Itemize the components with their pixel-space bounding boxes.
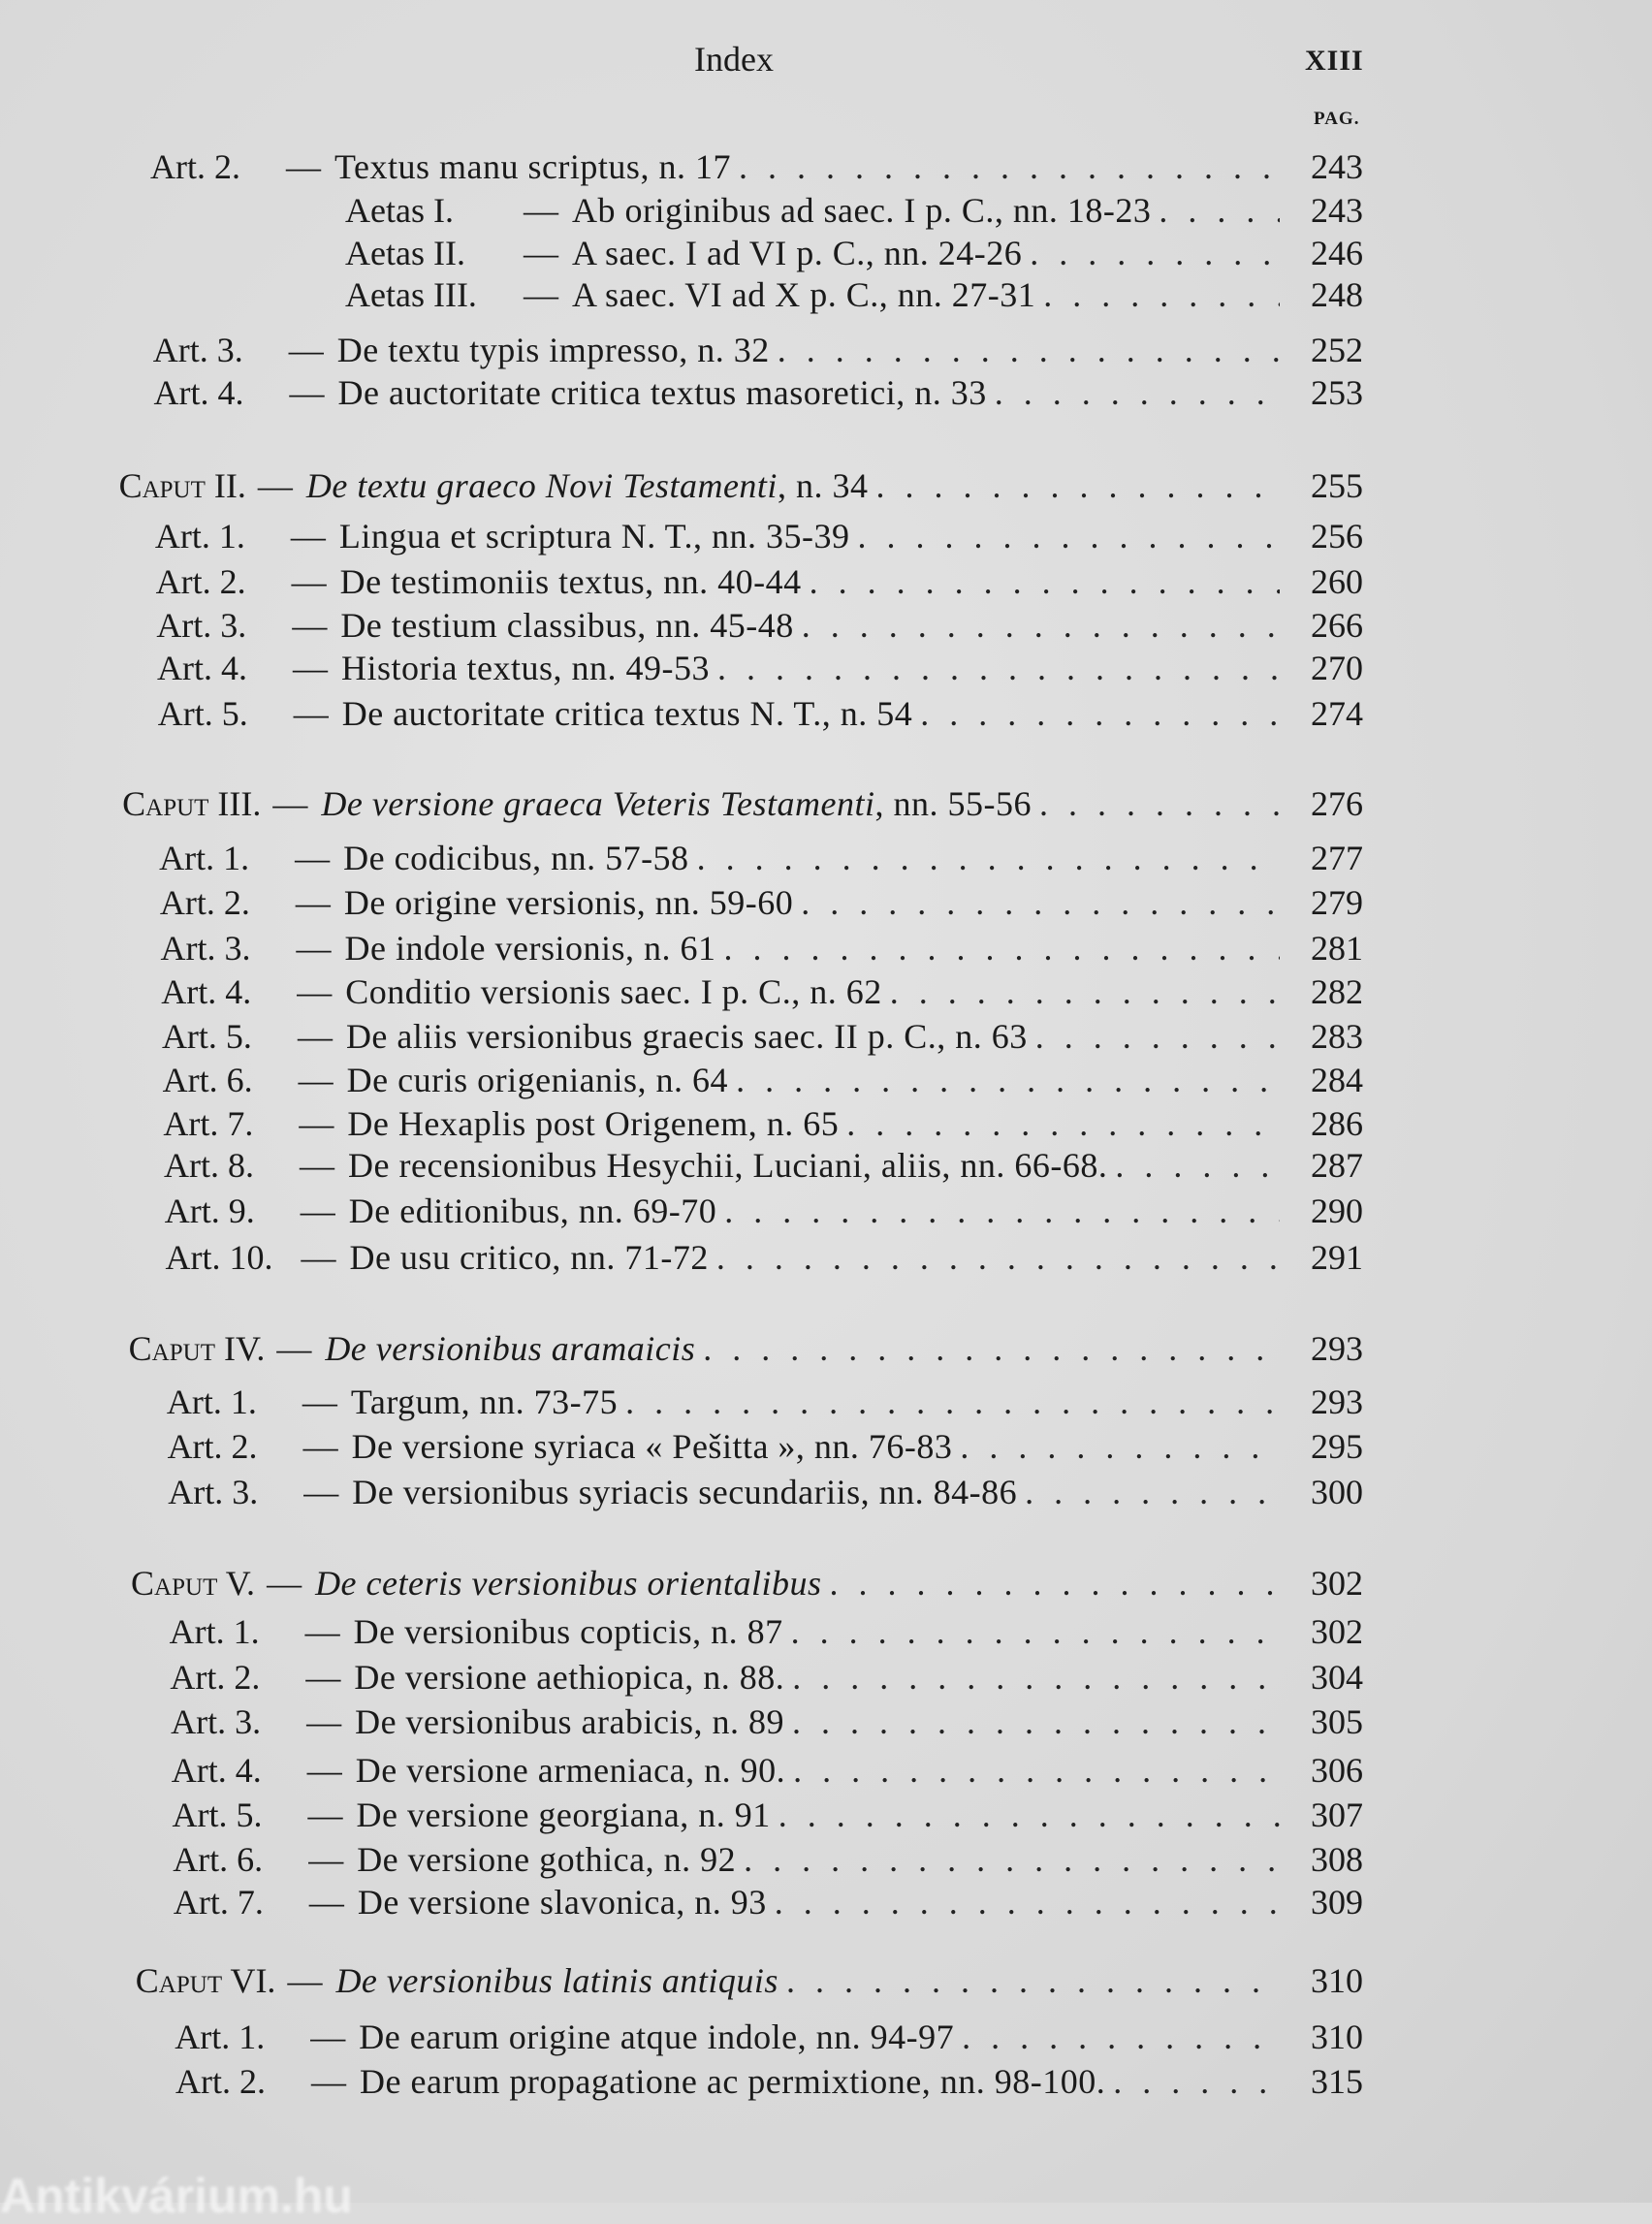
entry-label: Art. 6. — [173, 1840, 264, 1879]
page-number: 248 — [1311, 275, 1363, 314]
page-number: 255 — [1310, 466, 1363, 505]
page-number: 253 — [1310, 373, 1363, 412]
em-dash: — — [308, 1883, 344, 1922]
page-number: 307 — [1310, 1795, 1363, 1834]
article-entry — [161, 928, 1377, 969]
em-dash: — — [307, 1795, 343, 1834]
page-number: 304 — [1310, 1658, 1363, 1697]
entry-label: Art. 3. — [156, 606, 247, 645]
article-entry — [158, 693, 1377, 734]
entry-label: Caput II. — [118, 466, 246, 505]
em-dash: — — [267, 1564, 302, 1603]
dot-leader — [792, 1701, 1280, 1742]
dot-leader — [791, 1611, 1280, 1652]
dot-leader — [792, 1657, 1280, 1698]
page-number: 260 — [1310, 562, 1363, 601]
entry-label: Art. 2. — [155, 562, 246, 601]
entry-label: Caput V. — [131, 1564, 256, 1603]
article-entry — [174, 1882, 1377, 1922]
dot-leader — [724, 1191, 1280, 1231]
dot-leader — [802, 605, 1280, 646]
page-number: 295 — [1310, 1427, 1363, 1466]
watermark: Antikvárium.hu — [0, 2169, 353, 2223]
entry-title: De versione aethiopica, n. 88. — [354, 1658, 785, 1697]
page-number: 243 — [1311, 191, 1363, 230]
chapter-entry — [129, 1328, 1377, 1369]
entry-label: Art. 1. — [169, 1612, 260, 1651]
entry-title: A saec. VI ad X p. C., nn. 27-31 — [572, 275, 1036, 314]
entry-label: Art. 5. — [172, 1795, 263, 1834]
page-folio: XIII — [1305, 45, 1364, 77]
dot-leader — [1043, 274, 1280, 315]
em-dash: — — [311, 2062, 346, 2101]
page-number: 243 — [1311, 147, 1363, 186]
dot-leader — [697, 838, 1280, 878]
article-entry — [175, 2017, 1377, 2057]
page-number: 308 — [1310, 1840, 1363, 1879]
running-title: Index — [694, 40, 774, 79]
page-number: 252 — [1310, 331, 1363, 369]
entry-label: Caput III. — [122, 784, 262, 823]
em-dash: — — [306, 1702, 342, 1741]
entry-title: De testimoniis textus, nn. 40-44 — [339, 562, 802, 601]
entry-label: Caput VI. — [135, 1961, 276, 2000]
em-dash: — — [296, 929, 332, 968]
entry-label: Art. 3. — [171, 1702, 262, 1741]
em-dash: — — [272, 784, 308, 823]
entry-title: De textu typis impresso, n. 32 — [336, 331, 770, 369]
entry-title: De versione gothica, n. 92 — [357, 1840, 737, 1879]
page-number: 302 — [1310, 1564, 1363, 1603]
article-entry — [172, 1750, 1377, 1791]
article-entry — [165, 1191, 1377, 1231]
dot-leader — [995, 372, 1280, 413]
page-number: 282 — [1310, 972, 1363, 1011]
dot-leader — [1113, 2061, 1280, 2102]
article-entry — [173, 1839, 1377, 1880]
em-dash: — — [524, 234, 558, 272]
em-dash: — — [524, 191, 558, 230]
entry-label: Art. 2. — [170, 1658, 261, 1697]
article-entry — [163, 1060, 1377, 1100]
entry-title: Textus manu scriptus, n. 17 — [334, 147, 731, 186]
page-number: 246 — [1311, 234, 1363, 272]
dot-leader — [875, 465, 1280, 506]
entry-title: De versione armeniaca, n. 90. — [355, 1751, 786, 1790]
dot-leader — [857, 516, 1280, 556]
article-entry — [153, 330, 1377, 370]
article-entry — [167, 1382, 1377, 1422]
page-number: 266 — [1310, 606, 1363, 645]
entry-title: De versionibus aramaicis — [325, 1329, 696, 1368]
page-number: 309 — [1310, 1883, 1363, 1922]
entry-label: Art. 2. — [167, 1427, 258, 1466]
article-entry — [150, 146, 1377, 187]
entry-title: Ab originibus ad saec. I p. C., nn. 18-23 — [572, 191, 1152, 230]
entry-title: Historia textus, nn. 49-53 — [341, 649, 710, 687]
page-number: 284 — [1310, 1061, 1363, 1099]
em-dash: — — [297, 1017, 333, 1056]
entry-title: De testium classibus, nn. 45-48 — [340, 606, 794, 645]
entry-label: Art. 8. — [164, 1146, 255, 1185]
entry-label: Art. 4. — [153, 373, 244, 412]
entry-title: De versione georgiana, n. 91 — [356, 1795, 771, 1834]
dot-leader — [1159, 190, 1280, 231]
em-dash: — — [286, 147, 321, 186]
article-entry — [168, 1426, 1377, 1467]
dot-leader — [717, 648, 1280, 688]
entry-title: De versionibus copticis, n. 87 — [353, 1612, 783, 1651]
chapter-entry — [131, 1563, 1377, 1604]
entry-label: Art. 5. — [161, 1017, 252, 1056]
dot-leader — [920, 693, 1280, 734]
page-column-label: PAG. — [1314, 109, 1360, 129]
entry-title: De ceteris versionibus orientalibus — [315, 1564, 822, 1603]
page-number: 305 — [1310, 1702, 1363, 1741]
entry-title: De versionibus syriacis secundariis, nn. 84-86 — [352, 1473, 1018, 1511]
entry-label: Art. 10. — [165, 1238, 273, 1277]
entry-title: De indole versionis, n. 61 — [344, 929, 716, 968]
dot-leader — [625, 1382, 1280, 1422]
article-entry — [161, 971, 1377, 1012]
em-dash: — — [293, 694, 329, 733]
article-entry — [165, 1237, 1377, 1278]
em-dash: — — [290, 517, 326, 556]
article-entry — [168, 1472, 1377, 1512]
entry-label: Aetas III. — [345, 275, 477, 314]
entry-title: Targum, nn. 73-75 — [350, 1382, 619, 1421]
entry-title: De Hexaplis post Origenem, n. 65 — [347, 1104, 840, 1143]
entry-title: De usu critico, nn. 71-72 — [349, 1238, 709, 1277]
article-entry — [170, 1657, 1377, 1698]
page-number: 283 — [1310, 1017, 1363, 1056]
entry-title: Lingua et scriptura N. T., nn. 35-39 — [338, 517, 850, 556]
em-dash: — — [310, 2017, 346, 2056]
entry-title: De auctoritate critica textus masoretici, n. 33 — [337, 373, 987, 412]
entry-title: De versione slavonica, n. 93 — [357, 1883, 767, 1922]
page-number: 281 — [1310, 929, 1363, 968]
entry-label: Art. 1. — [166, 1382, 257, 1421]
em-dash: — — [304, 1612, 340, 1651]
dot-leader — [716, 1237, 1280, 1278]
article-entry — [345, 190, 1377, 231]
entry-label: Art. 2. — [175, 2062, 266, 2101]
article-entry — [156, 605, 1377, 646]
em-dash: — — [302, 1427, 338, 1466]
page-number: 293 — [1310, 1382, 1363, 1421]
entry-label: Art. 4. — [157, 649, 248, 687]
em-dash: — — [300, 1191, 335, 1230]
entry-title: De editionibus, nn. 69-70 — [348, 1191, 717, 1230]
dot-leader — [960, 1426, 1280, 1467]
em-dash: — — [302, 1382, 337, 1421]
entry-title: De textu graeco Novi Testamenti — [305, 466, 778, 505]
em-dash: — — [303, 1473, 339, 1511]
entry-title: De auctoritate critica textus N. T., n. 54 — [341, 694, 913, 733]
entry-label: Art. 3. — [152, 331, 243, 369]
em-dash: — — [287, 1961, 323, 2000]
dot-leader — [801, 882, 1280, 923]
em-dash: — — [300, 1146, 335, 1185]
entry-label: Art. 4. — [171, 1751, 262, 1790]
chapter-entry — [119, 465, 1377, 506]
dot-leader — [723, 928, 1280, 969]
entry-title: De recensionibus Hesychii, Luciani, aliis, nn. 66-68. — [348, 1146, 1108, 1185]
entry-label: Art. 4. — [161, 972, 252, 1011]
article-entry — [170, 1611, 1377, 1652]
em-dash: — — [293, 649, 329, 687]
dot-leader — [793, 1750, 1280, 1791]
page-number: 306 — [1310, 1751, 1363, 1790]
article-entry — [156, 561, 1377, 602]
dot-leader — [890, 971, 1280, 1012]
entry-label: Art. 6. — [162, 1061, 253, 1099]
dot-leader — [1035, 1016, 1280, 1057]
entry-label: Art. 1. — [154, 517, 245, 556]
page-number: 286 — [1310, 1104, 1363, 1143]
page-number: 310 — [1310, 1961, 1363, 2000]
dot-leader — [1115, 1145, 1280, 1186]
page-number: 287 — [1310, 1146, 1363, 1185]
page-number: 256 — [1310, 517, 1363, 556]
page-number: 293 — [1310, 1329, 1363, 1368]
dot-leader — [703, 1328, 1280, 1369]
dot-leader — [778, 330, 1280, 370]
em-dash: — — [276, 1329, 312, 1368]
article-entry — [164, 1145, 1377, 1186]
page-number: 302 — [1310, 1612, 1363, 1651]
entry-label: Art. 3. — [160, 929, 251, 968]
page-number: 274 — [1310, 694, 1363, 733]
article-entry — [175, 2061, 1377, 2102]
page-number: 300 — [1310, 1473, 1363, 1511]
entry-label: Aetas II. — [345, 234, 465, 272]
entry-label: Art. 9. — [164, 1191, 255, 1230]
entry-label: Aetas I. — [345, 191, 454, 230]
article-entry — [160, 882, 1377, 923]
entry-label: Art. 5. — [157, 694, 248, 733]
entry-label: Art. 7. — [173, 1883, 264, 1922]
dot-leader — [775, 1882, 1280, 1922]
dot-leader — [830, 1563, 1280, 1604]
entry-label: Art. 2. — [150, 147, 240, 186]
em-dash: — — [306, 1751, 342, 1790]
page-number: 279 — [1310, 883, 1363, 922]
dot-leader — [786, 1960, 1280, 2001]
article-entry — [345, 233, 1377, 273]
dot-leader — [1039, 783, 1280, 824]
entry-title: A saec. I ad VI p. C., nn. 24-26 — [572, 234, 1023, 272]
dot-leader — [736, 1060, 1280, 1100]
entry-title: De origine versionis, nn. 59-60 — [343, 883, 794, 922]
article-entry — [154, 372, 1377, 413]
dot-leader — [744, 1839, 1280, 1880]
article-entry — [155, 516, 1377, 556]
entry-label: Art. 1. — [175, 2017, 266, 2056]
entry-label: Art. 7. — [163, 1104, 254, 1143]
article-entry — [172, 1795, 1377, 1835]
entry-title: De versione syriaca « Pešitta », nn. 76-83 — [351, 1427, 953, 1466]
chapter-entry — [136, 1960, 1377, 2001]
entry-title: Conditio versionis saec. I p. C., n. 62 — [345, 972, 882, 1011]
article-entry — [345, 274, 1377, 315]
page-number: 291 — [1310, 1238, 1363, 1277]
entry-title: De aliis versionibus graecis saec. II p. C., n. 63 — [345, 1017, 1028, 1056]
entry-title: De curis origenianis, n. 64 — [346, 1061, 729, 1099]
article-entry — [171, 1701, 1377, 1742]
em-dash: — — [308, 1840, 344, 1879]
page-number: 270 — [1310, 649, 1363, 687]
em-dash: — — [291, 562, 327, 601]
entry-reference: , n. 34 — [777, 466, 869, 505]
dot-leader — [1030, 233, 1280, 273]
entry-title: De versionibus arabicis, n. 89 — [355, 1702, 784, 1741]
article-entry — [157, 648, 1377, 688]
em-dash: — — [292, 606, 328, 645]
entry-label: Caput IV. — [128, 1329, 266, 1368]
entry-label: Art. 1. — [159, 839, 250, 877]
entry-reference: , nn. 55-56 — [874, 784, 1032, 823]
article-entry — [162, 1016, 1377, 1057]
em-dash: — — [301, 1238, 336, 1277]
em-dash: — — [298, 1061, 334, 1099]
em-dash: — — [524, 275, 558, 314]
dot-leader — [962, 2017, 1280, 2057]
em-dash: — — [297, 972, 333, 1011]
entry-title: De versionibus latinis antiquis — [335, 1961, 778, 2000]
article-entry — [163, 1103, 1377, 1144]
entry-label: Art. 2. — [159, 883, 250, 922]
dot-leader — [778, 1795, 1280, 1835]
page-number: 315 — [1311, 2062, 1363, 2101]
em-dash: — — [295, 883, 331, 922]
page-number: 277 — [1310, 839, 1363, 877]
em-dash: — — [299, 1104, 334, 1143]
em-dash: — — [305, 1658, 341, 1697]
chapter-entry — [122, 783, 1377, 824]
dot-leader — [1025, 1472, 1280, 1512]
entry-title: De earum propagatione ac permixtione, nn. 98-100. — [360, 2062, 1106, 2101]
entry-title: De earum origine atque indole, nn. 94-97 — [359, 2017, 955, 2056]
em-dash: — — [257, 466, 293, 505]
page-number: 290 — [1310, 1191, 1363, 1230]
dot-leader — [739, 146, 1280, 187]
article-entry — [159, 838, 1377, 878]
em-dash: — — [289, 373, 325, 412]
entry-label: Art. 3. — [168, 1473, 259, 1511]
em-dash: — — [295, 839, 331, 877]
dot-leader — [846, 1103, 1280, 1144]
em-dash: — — [288, 331, 324, 369]
entry-title: De codicibus, nn. 57-58 — [343, 839, 689, 877]
dot-leader — [810, 561, 1280, 602]
page-number: 276 — [1310, 784, 1363, 823]
page-number: 310 — [1310, 2017, 1363, 2056]
entry-title: De versione graeca Veteris Testamenti — [321, 784, 875, 823]
